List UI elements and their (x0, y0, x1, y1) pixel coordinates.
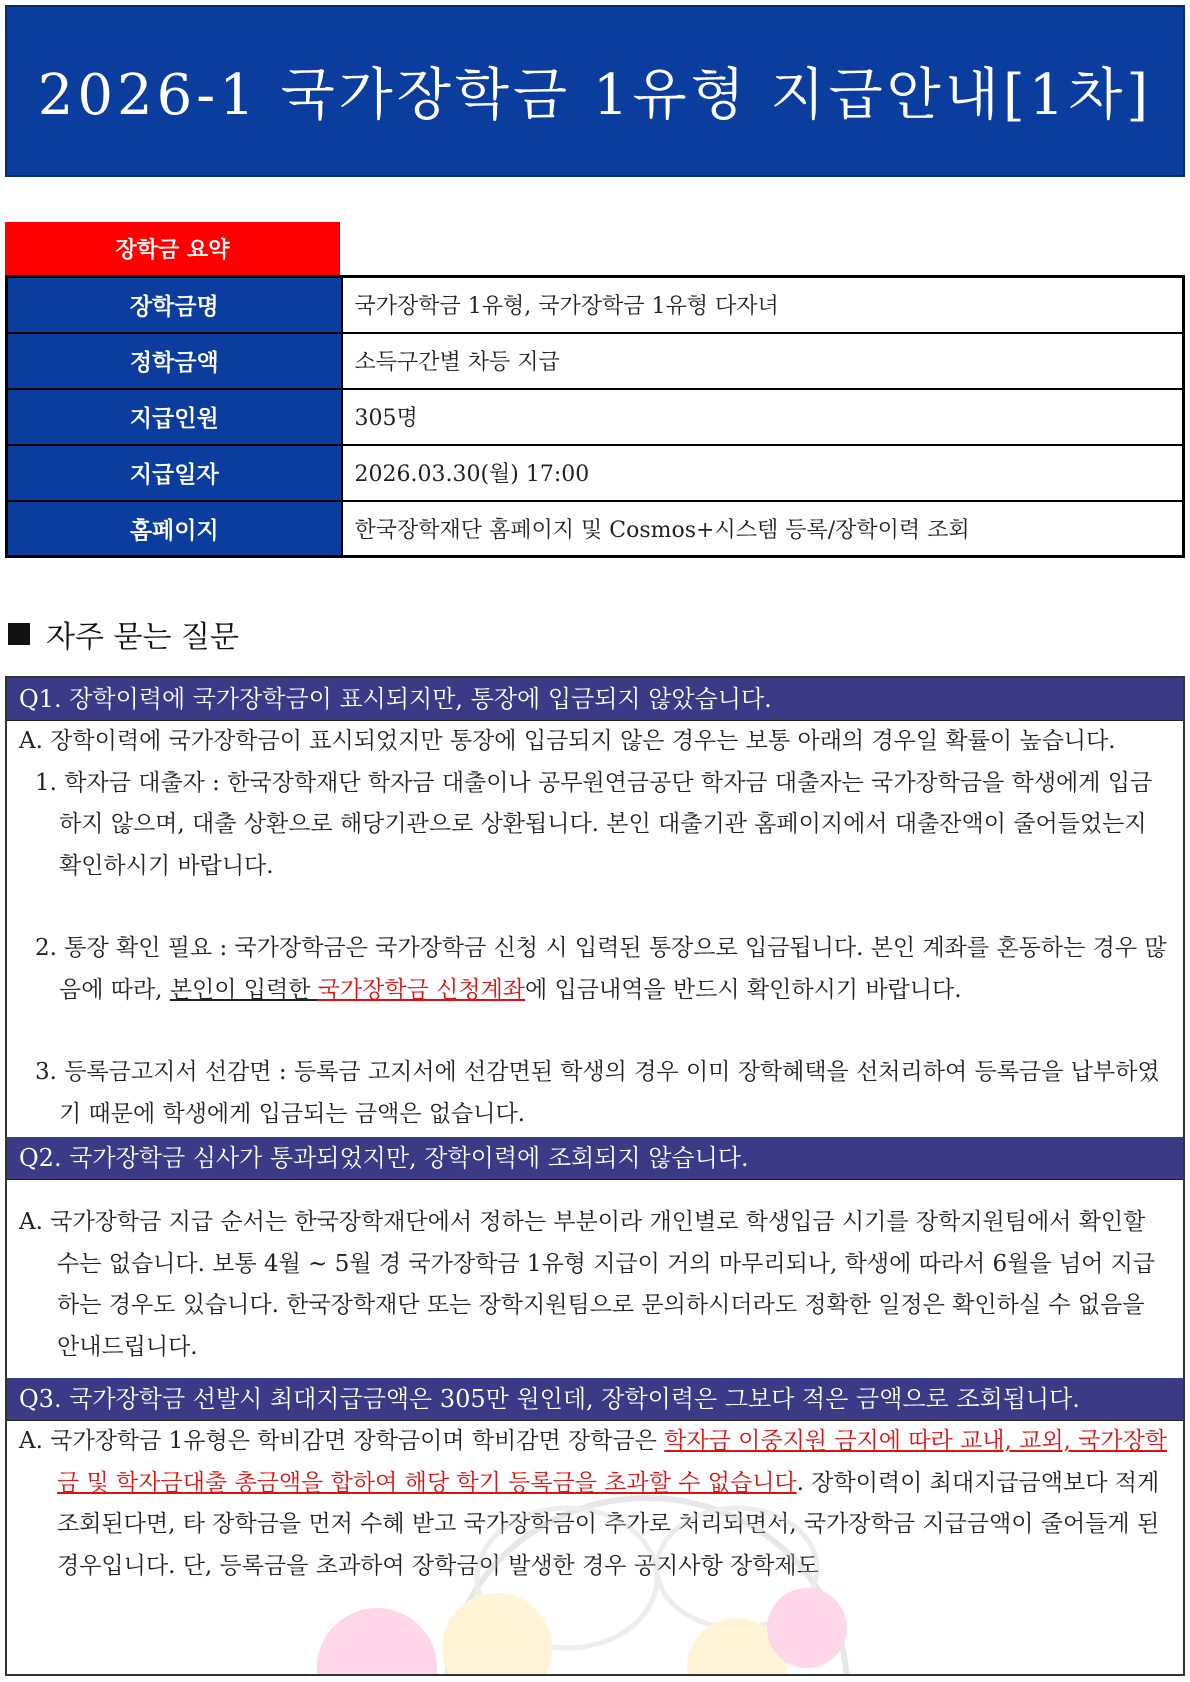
row-label: 홈페이지 (7, 501, 342, 557)
table-row (7, 333, 1184, 389)
table-row (7, 389, 1184, 445)
faq-heading-text: 자주 묻는 질문 (46, 620, 239, 655)
row-label: 정학금액 (7, 333, 342, 389)
answer-text (19, 1421, 1171, 1587)
answer-3-lead: A. 국가장학금 1유형은 학비감면 장학금이며 학비감면 장학금은 (19, 1428, 665, 1454)
faq-answer-1 (7, 721, 1183, 1135)
table-row (7, 501, 1184, 557)
answer-intro: A. 장학이력에 국가장학금이 표시되었지만 통장에 입금되지 않은 경우는 보통 아래의 경우일 확률이 높습니다. (19, 728, 1116, 754)
summary-table (5, 275, 1185, 558)
row-label: 지급인원 (7, 389, 342, 445)
faq-box (5, 676, 1185, 1676)
square-bullet-icon (8, 623, 30, 645)
table-row (7, 277, 1184, 333)
answer-text: A. 국가장학금 지급 순서는 한국장학재단에서 정하는 부분이라 개인별로 학생입금 시기를 장학지원팀에서 확인할 수는 없습니다. 보통 4월 ~ 5월 경 국가장학금 1유형 지급이 거의 마무리되나, 학생에 따라서 6월을 넘어 지급하는 경우도 있습니다. 한국장학재단 또는 장학지원팀으로 문의하시더라도 정확한 일정은 확인하실 수 없음을 안내드립니다. (19, 1209, 1156, 1360)
row-value: 한국장학재단 홈페이지 및 Cosmos+시스템 등록/장학이력 조회 (342, 501, 1184, 557)
faq-answer-3 (7, 1421, 1183, 1587)
row-value: 305명 (342, 389, 1184, 445)
faq-answer-2 (7, 1180, 1183, 1378)
answer-item-2-highlight: 국가장학금 신청계좌 (317, 976, 526, 1003)
answer-item-1: 1. 학자금 대출자 : 한국장학재단 학자금 대출이나 공무원연금공단 학자금 대출자는 국가장학금을 학생에게 입금하지 않으며, 대출 상환으로 해당기관으로 상환됩니다. 본인 대출기관 홈페이지에서 대출잔액이 줄어들었는지 확인하시기 바랍니다. (35, 769, 1153, 879)
row-value: 소득구간별 차등 지급 (342, 333, 1184, 389)
table-row (7, 445, 1184, 501)
answer-item-2-text: 2. 통장 확인 필요 : 국가장학금은 국가장학금 신청 시 입력된 통장으로 입금됩니다. 본인 계좌를 혼동하는 경우 많음에 따라, (35, 935, 1167, 1003)
faq-heading (8, 612, 239, 656)
row-value: 2026.03.30(월) 17:00 (342, 445, 1184, 501)
title-banner (5, 5, 1185, 177)
faq-question-3: Q3. 국가장학금 선발시 최대지급금액은 305만 원인데, 장학이력은 그보다 적은 금액으로 조회됩니다. (7, 1378, 1183, 1421)
answer-item-2 (19, 928, 1171, 1011)
answer-item-2-underlined: 본인이 입력한 (169, 976, 318, 1003)
page-title: 2026-1 국가장학금 1유형 지급안내[1차] (37, 63, 1153, 128)
row-value: 국가장학금 1유형, 국가장학금 1유형 다자녀 (342, 277, 1184, 333)
answer-3-tail: . 장학이력이 최대지급금액보다 적게 조회된다면, 타 장학금을 먼저 수혜 받고 국가장학금이 추가로 처리되면서, 국가장학금 지급금액이 줄어들게 된 경우입니다. 단, 등록금을 초과하여 장학금이 발생한 경우 공지사항 장학제도 (57, 1469, 1160, 1579)
answer-item-3: 3. 등록금고지서 선감면 : 등록금 고지서에 선감면된 학생의 경우 이미 장학혜택을 선처리하여 등록금을 납부하였기 때문에 학생에게 입금되는 금액은 없습니다. (35, 1059, 1160, 1127)
faq-question-1: Q1. 장학이력에 국가장학금이 표시되지만, 통장에 입금되지 않았습니다. (7, 678, 1183, 721)
row-label: 장학금명 (7, 277, 342, 333)
answer-item-2-tail: 에 입금내역을 반드시 확인하시기 바랍니다. (525, 976, 962, 1003)
faq-question-2: Q2. 국가장학금 심사가 통과되었지만, 장학이력에 조회되지 않습니다. (7, 1137, 1183, 1180)
summary-tab: 장학금 요약 (5, 222, 340, 275)
row-label: 지급일자 (7, 445, 342, 501)
answer-3-highlight: 학자금 이중지원 금지에 따라 교내, 교외, 국가장학금 및 학자금대출 총금액을 합하여 해당 학기 등록금을 초과할 수 없습니다 (57, 1428, 1168, 1496)
